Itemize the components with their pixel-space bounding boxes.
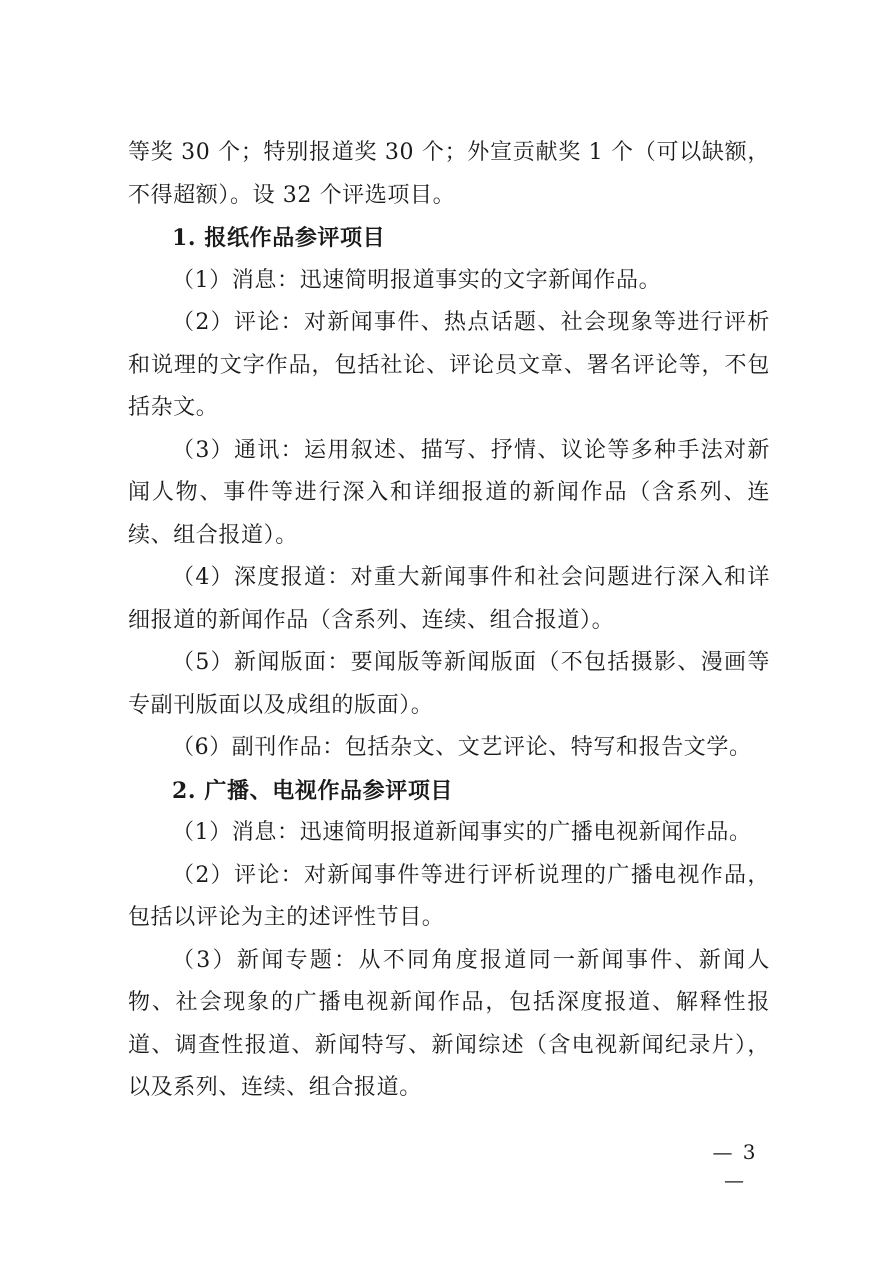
paragraph-continuation: 等奖 30 个；特别报道奖 30 个；外宣贡献奖 1 个（可以缺额，不得超额）。设 32 个评选项目。 [128, 140, 770, 208]
section-heading-newspaper: 1. 报纸作品参评项目 [172, 225, 386, 251]
section-heading-broadcast-tv: 2. 广播、电视作品参评项目 [172, 777, 454, 804]
page-number: — 3 — [712, 1140, 758, 1192]
paragraph-broadcast-commentary: （2）评论：对新闻事件等进行评析说理的广播电视作品，包括以评论为主的述评性节目。 [128, 862, 770, 930]
paragraph-commentary: （2）评论：对新闻事件、热点话题、社会现象等进行评析和说理的文字作品，包括社论、评论员文章、署名评论等，不包括杂文。 [128, 310, 770, 420]
paragraph-news-feature: （3）新闻专题：从不同角度报道同一新闻事件、新闻人物、社会现象的广播电视新闻作品，包括深度报道、解释性报道、调查性报道、新闻特写、新闻综述（含电视新闻纪录片），以及系列、连续、组合报道。 [128, 947, 770, 1100]
paragraph-news-layout: （5）新闻版面：要闻版等新闻版面（不包括摄影、漫画等专副刊版面以及成组的版面）。 [128, 650, 770, 718]
paragraph-in-depth-report: （4）深度报道：对重大新闻事件和社会问题进行深入和详细报道的新闻作品（含系列、连续、组合报道）。 [128, 565, 770, 633]
paragraph-broadcast-news: （1）消息：迅速简明报道新闻事实的广播电视新闻作品。 [172, 820, 752, 845]
paragraph-supplement-works: （6）副刊作品：包括杂文、文艺评论、特写和报告文学。 [172, 735, 752, 760]
body-text [128, 132, 770, 1110]
paragraph-correspondence: （3）通讯：运用叙述、描写、抒情、议论等多种手法对新闻人物、事件等进行深入和详细报道的新闻作品（含系列、连续、组合报道）。 [128, 437, 770, 548]
paragraph-news: （1）消息：迅速简明报道事实的文字新闻作品。 [172, 267, 662, 293]
